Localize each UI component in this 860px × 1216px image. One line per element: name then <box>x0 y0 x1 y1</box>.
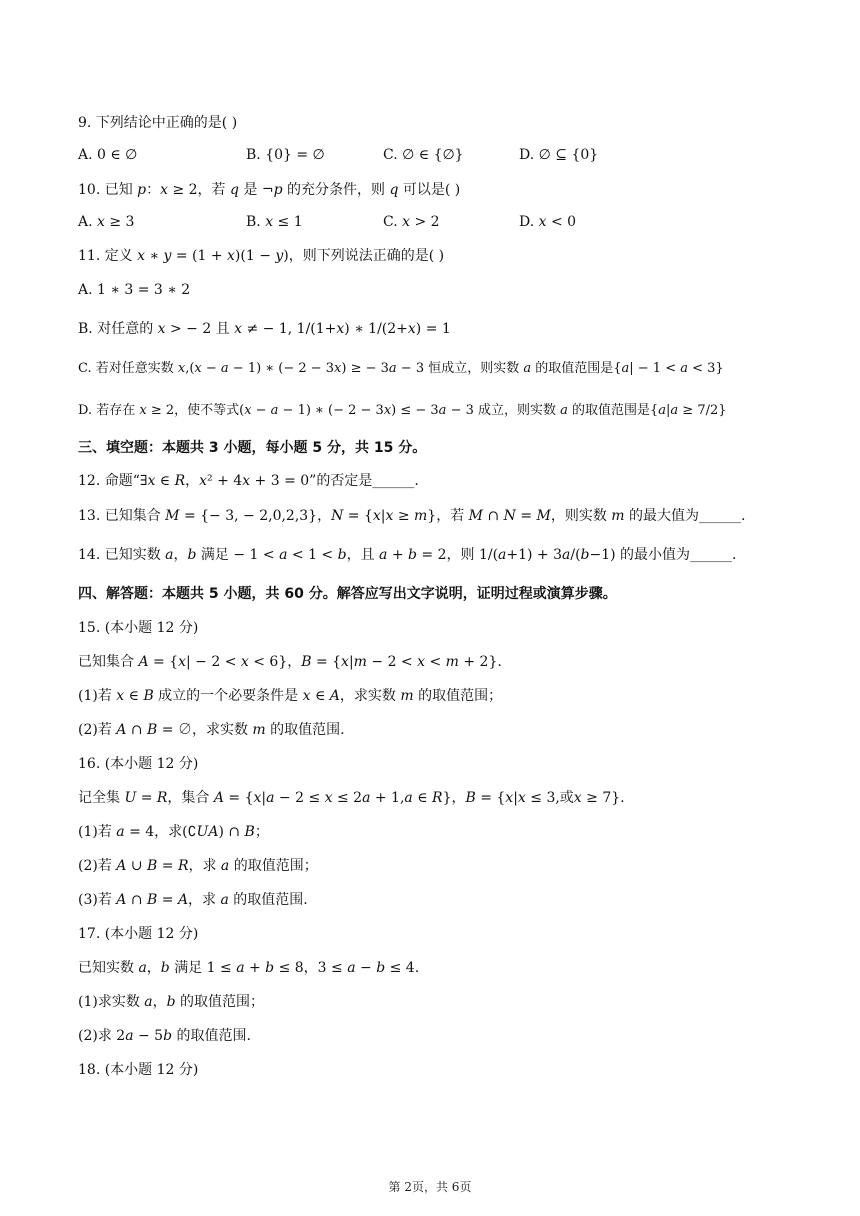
q12: 12. 命题“∃𝑥 ∈ 𝑅，𝑥² + 4𝑥 + 3 = 0”的否定是______. <box>78 473 419 489</box>
q9-option-b: B. {0} = ∅ <box>246 147 325 163</box>
q15-heading: 15. (本小题 12 分) <box>78 620 199 636</box>
page-footer: 第 2页，共 6页 <box>388 1180 472 1194</box>
q11-option-a: A. 1 ∗ 3 = 3 ∗ 2 <box>78 282 191 298</box>
q15-given: 已知集合 𝐴 = {𝑥| − 2 < 𝑥 < 6}，𝐵 = {𝑥|𝑚 − 2 < 𝑥 < 𝑚 + 2}. <box>78 654 502 670</box>
q16-part-3: (3)若 𝐴 ∩ 𝐵 = 𝐴，求 𝑎 的取值范围. <box>78 892 308 908</box>
q17-part-1: (1)求实数 𝑎，𝑏 的取值范围； <box>78 994 265 1010</box>
q10-option-b: B. 𝑥 ≤ 1 <box>246 214 303 230</box>
q15-part-2: (2)若 𝐴 ∩ 𝐵 = ∅，求实数 𝑚 的取值范围. <box>78 722 345 738</box>
q13: 13. 已知集合 𝑀 = {− 3, − 2,0,2,3}，𝑁 = {𝑥|𝑥 ≥ 𝑚}，若 𝑀 ∩ 𝑁 = 𝑀，则实数 𝑚 的最大值为______. <box>78 508 746 524</box>
q9-stem: 9. 下列结论中正确的是( ) <box>78 115 238 131</box>
section-4-heading: 四、解答题：本题共 5 小题，共 60 分。解答应写出文字说明，证明过程或演算步骤。 <box>78 586 617 602</box>
q10-option-c: C. 𝑥 > 2 <box>383 214 440 230</box>
q16-given: 记全集 𝑈 = 𝑅，集合 𝐴 = {𝑥|𝑎 − 2 ≤ 𝑥 ≤ 2𝑎 + 1,𝑎 ∈ 𝑅}，𝐵 = {𝑥|𝑥 ≤ 3,或𝑥 ≥ 7}. <box>78 790 625 806</box>
q11-option-c: C. 若对任意实数 𝑥,(𝑥 − 𝑎 − 1) ∗ (− 2 − 3𝑥) ≥ − 3𝑎 − 3 恒成立，则实数 𝑎 的取值范围是{𝑎| − 1 < 𝑎 < 3} <box>78 361 724 376</box>
q17-given: 已知实数 𝑎，𝑏 满足 1 ≤ 𝑎 + 𝑏 ≤ 8，3 ≤ 𝑎 − 𝑏 ≤ 4. <box>78 960 420 976</box>
q10-option-a: A. 𝑥 ≥ 3 <box>78 214 135 230</box>
q9-option-a: A. 0 ∈ ∅ <box>78 147 138 163</box>
q16-part-2: (2)若 𝐴 ∪ 𝐵 = 𝑅，求 𝑎 的取值范围； <box>78 858 318 874</box>
q11-option-b: B. 对任意的 𝑥 > − 2 且 𝑥 ≠ − 1, 1/(1+𝑥) ∗ 1/(2+𝑥) = 1 <box>78 321 451 337</box>
q17-heading: 17. (本小题 12 分) <box>78 926 199 942</box>
q16-part-1: (1)若 𝑎 = 4，求(∁𝑈𝐴) ∩ 𝐵； <box>78 824 269 840</box>
q15-part-1: (1)若 𝑥 ∈ 𝐵 成立的一个必要条件是 𝑥 ∈ 𝐴，求实数 𝑚 的取值范围； <box>78 688 503 704</box>
q10-stem: 10. 已知 𝑝：𝑥 ≥ 2，若 𝑞 是 ¬𝑝 的充分条件，则 𝑞 可以是( ) <box>78 182 461 198</box>
q17-part-2: (2)求 2𝑎 − 5𝑏 的取值范围. <box>78 1028 251 1044</box>
q18-heading: 18. (本小题 12 分) <box>78 1062 199 1078</box>
q11-option-d: D. 若存在 𝑥 ≥ 2，使不等式(𝑥 − 𝑎 − 1) ∗ (− 2 − 3𝑥) ≤ − 3𝑎 − 3 成立，则实数 𝑎 的取值范围是{𝑎|𝑎 ≥ 7/2} <box>78 403 727 418</box>
q10-option-d: D. 𝑥 < 0 <box>519 214 577 230</box>
q14: 14. 已知实数 𝑎，𝑏 满足 − 1 < 𝑎 < 1 < 𝑏，且 𝑎 + 𝑏 = 2，则 1/(𝑎+1) + 3𝑎/(𝑏−1) 的最小值为______. <box>78 547 737 563</box>
q9-option-c: C. ∅ ∈ {∅} <box>383 147 464 163</box>
q11-stem: 11. 定义 𝑥 ∗ 𝑦 = (1 + 𝑥)(1 − 𝑦)，则下列说法正确的是( ) <box>78 248 445 264</box>
q9-option-d: D. ∅ ⊆ {0} <box>519 147 599 163</box>
section-3-heading: 三、填空题：本题共 3 小题，每小题 5 分，共 15 分。 <box>78 440 427 456</box>
q16-heading: 16. (本小题 12 分) <box>78 756 199 772</box>
